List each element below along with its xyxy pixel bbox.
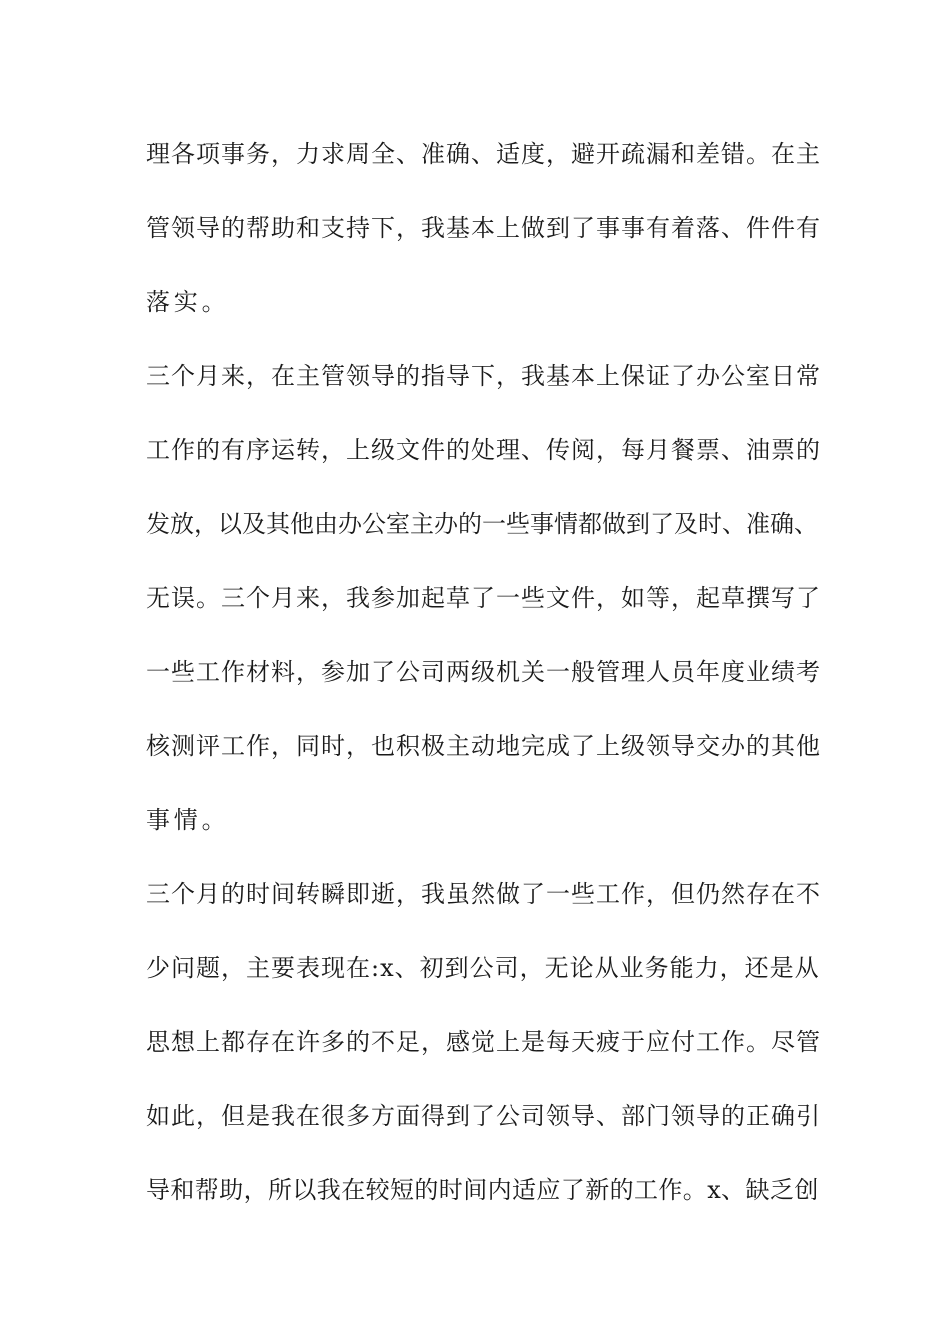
text-line: 一些工作材料，参加了公司两级机关一般管理人员年度业绩考 [146,658,821,686]
text-line: 如此，但是我在很多方面得到了公司领导、部门领导的正确引 [146,1102,821,1130]
text-line: 思想上都存在许多的不足，感觉上是每天疲于应付工作。尽管 [146,1028,821,1056]
text-line: 发放，以及其他由办公室主办的一些事情都做到了及时、准确、 [146,510,818,538]
text-line: 无误。三个月来，我参加起草了一些文件，如等，起草撰写了 [146,584,821,612]
text-line: 管领导的帮助和支持下，我基本上做到了事事有着落、件件有 [146,214,821,242]
text-line: 少问题，主要表现在:x、初到公司，无论从业务能力，还是从 [146,954,820,982]
text-line: 工作的有序运转，上级文件的处理、传阅，每月餐票、油票的 [146,436,821,464]
text-line: 导和帮助，所以我在较短的时间内适应了新的工作。x、缺乏创 [146,1176,819,1204]
text-line: 理各项事务，力求周全、准确、适度，避开疏漏和差错。在主 [146,140,821,168]
text-line: 核测评工作，同时，也积极主动地完成了上级领导交办的其他 [146,732,821,760]
text-line: 落实。 [146,288,230,316]
text-line: 三个月的时间转瞬即逝，我虽然做了一些工作，但仍然存在不 [146,880,821,908]
text-line: 三个月来，在主管领导的指导下，我基本上保证了办公室日常 [146,362,821,390]
text-line: 事情。 [146,806,230,834]
